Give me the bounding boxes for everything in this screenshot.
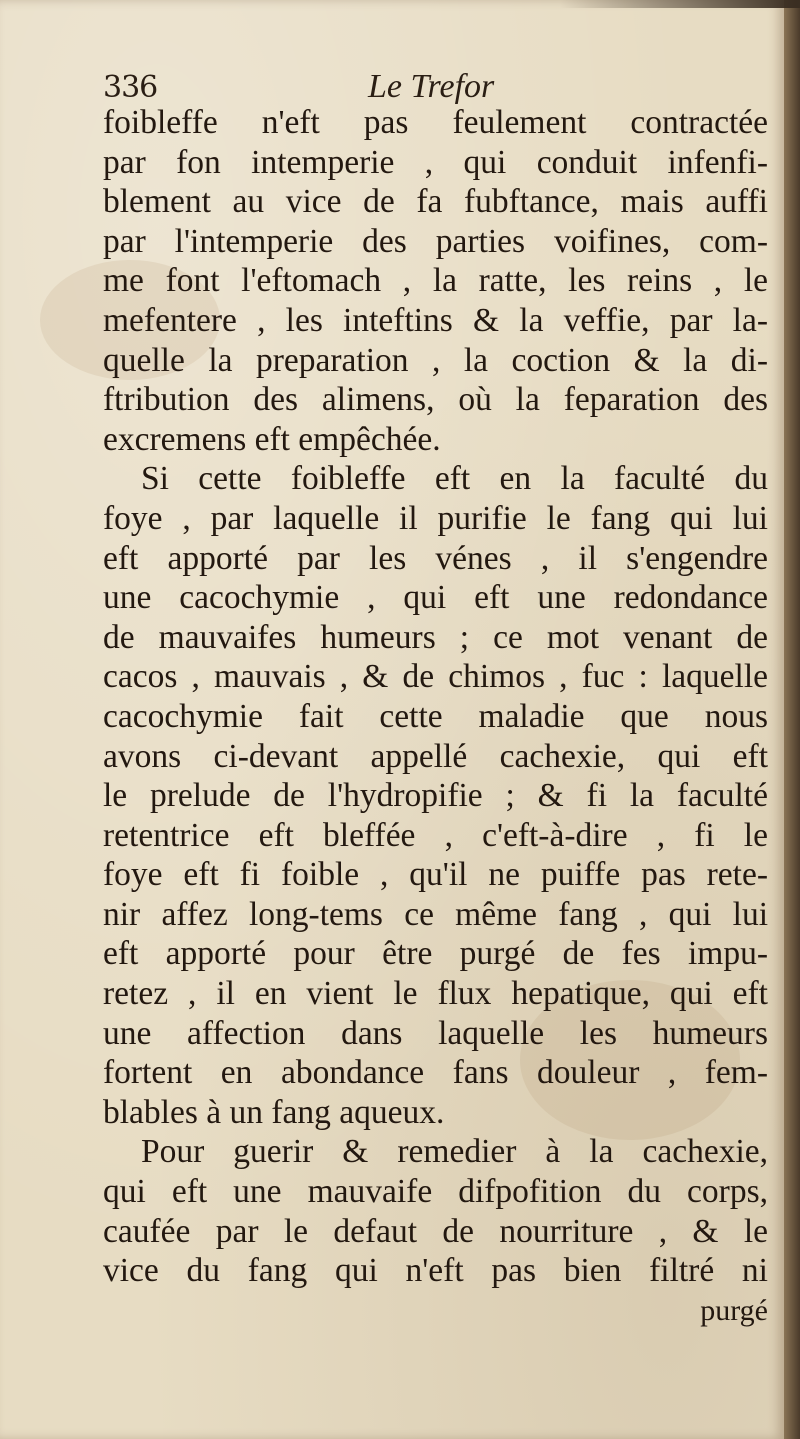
page-number: 336	[103, 70, 158, 105]
text-line: ftribution des alimens, où la feparation des	[103, 381, 768, 419]
text-line: quelle la preparation , la coction & la di-	[103, 341, 768, 379]
page-shadow	[560, 0, 800, 8]
text-line: cacos , mauvais , & de chimos , fuc : laquelle	[103, 658, 768, 696]
paragraph-start: Si cette foibleffe eft en la faculté du	[141, 460, 768, 498]
running-title: Le Trefor	[368, 68, 495, 105]
text-line: vice du fang qui n'eft pas bien filtré ni	[103, 1252, 768, 1290]
text-line: me font l'eftomach , la ratte, les reins , le	[103, 262, 768, 300]
body-text	[103, 103, 768, 1330]
text-line: foibleffe n'eft pas feulement contractée	[103, 104, 768, 141]
text-line: par l'intemperie des parties voifines, com-	[103, 222, 768, 260]
text-line: cacochymie fait cette maladie que nous	[103, 697, 768, 735]
text-line: fortent en abondance fans douleur , fem-	[103, 1054, 768, 1092]
text-line: une cacochymie , qui eft une redondance	[103, 579, 768, 617]
text-line: de mauvaifes humeurs ; ce mot venant de	[103, 618, 768, 656]
text-line: nir affez long-tems ce même fang , qui lui	[103, 895, 768, 933]
text-line: excremens eft empêchée.	[103, 420, 441, 458]
text-line: retez , il en vient le flux hepatique, qui eft	[103, 975, 768, 1013]
text-line: foye , par laquelle il purifie le fang qui lui	[103, 499, 768, 537]
running-head	[103, 68, 723, 108]
text-line: retentrice eft bleffée , c'eft-à-dire , fi le	[103, 816, 768, 854]
text-line: par fon intemperie , qui conduit infenfi-	[103, 143, 768, 181]
text-line: qui eft une mauvaife difpofition du corps,	[103, 1173, 768, 1211]
text-line: le prelude de l'hydropifie ; & fi la faculté	[103, 777, 768, 815]
paragraph-start: Pour guerir & remedier à la cachexie,	[141, 1133, 768, 1171]
text-line: avons ci-devant appellé cachexie, qui eft	[103, 737, 768, 775]
text-line: eft apporté par les vénes , il s'engendre	[103, 539, 768, 577]
text-line: foye eft fi foible , qu'il ne puiffe pas rete-	[103, 856, 768, 894]
text-line: eft apporté pour être purgé de fes impu-	[103, 935, 768, 973]
text-line: mefentere , les inteftins & la veffie, par la-	[103, 301, 768, 339]
text-line: blement au vice de fa fubftance, mais auffi	[103, 183, 768, 221]
text-line: caufée par le defaut de nourriture , & le	[103, 1212, 768, 1250]
text-line: une affection dans laquelle les humeurs	[103, 1014, 768, 1052]
catchword: purgé	[700, 1293, 768, 1327]
text-line: blables à un fang aqueux.	[103, 1093, 445, 1131]
book-edge	[784, 0, 800, 1439]
